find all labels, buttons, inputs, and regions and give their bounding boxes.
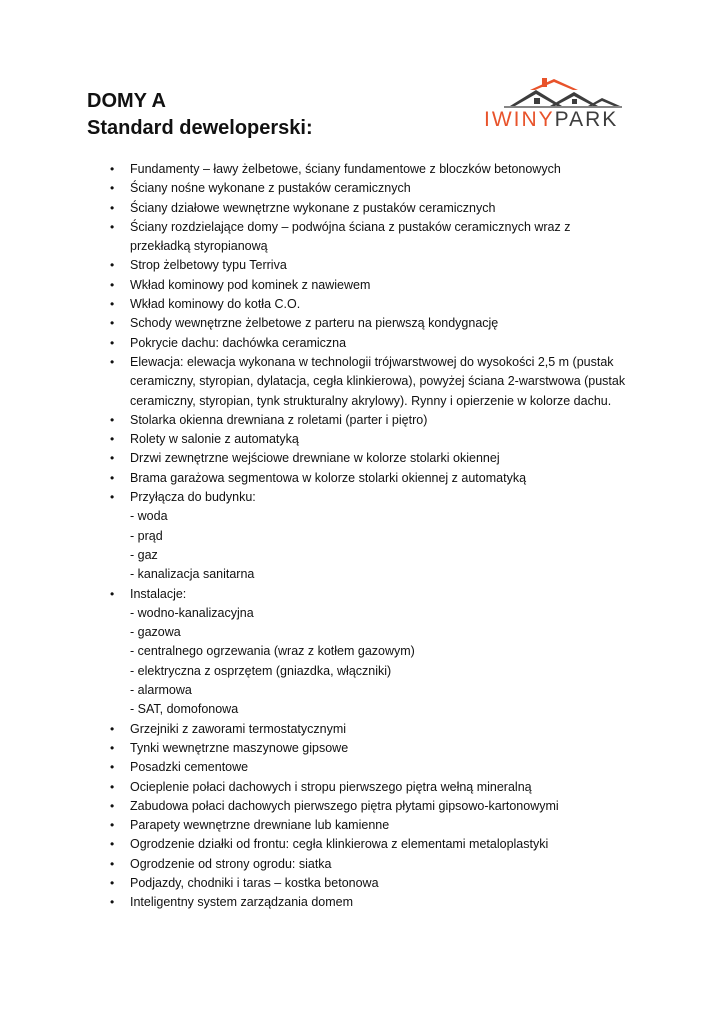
bullet-icon: • [110,798,115,813]
list-item-text: Drzwi zewnętrzne wejściowe drewniane w kolorze stolarki okiennej [130,451,500,466]
logo-wordmark [484,108,636,132]
bullet-icon: • [110,412,115,427]
sub-item: - wodno-kanalizacyjna [130,605,254,620]
list-item-text: Ściany działowe wewnętrzne wykonane z pustaków ceramicznych [130,200,496,215]
title-line-2: Standard deweloperski: [87,117,313,139]
bullet-icon: • [110,470,115,485]
logo-text-park: PARK [554,108,619,131]
list-item-text: Grzejniki z zaworami termostatycznymi [130,721,347,736]
bullet-icon: • [110,181,115,196]
list-item [0,334,630,353]
title-line-1: DOMY A [87,90,166,112]
list-item [0,469,630,488]
bullet-icon: • [110,258,115,273]
list-item [0,218,630,257]
bullet-icon: • [110,818,115,833]
bullet-icon: • [110,779,115,794]
list-item [0,160,630,179]
page-title [87,88,313,142]
list-item-text: Inteligentny system zarządzania domem [130,895,354,910]
list-item [0,199,630,218]
list-item [0,488,630,584]
list-item [0,314,630,333]
list-item-text: Stolarka okienna drewniana z roletami (parter i piętro) [130,412,428,427]
bullet-icon: • [110,432,115,447]
sub-item: - kanalizacja sanitarna [130,567,255,582]
iwinypark-logo [484,76,636,132]
list-item [0,585,630,720]
list-item [0,353,630,411]
standard-items-list [0,160,630,913]
list-item-text: Tynki wewnętrzne maszynowe gipsowe [130,740,349,755]
bullet-icon: • [110,219,115,234]
list-item-text: Instalacje: [130,586,187,601]
bullet-icon: • [110,760,115,775]
list-item-text: Ogrodzenie od strony ogrodu: siatka [130,856,332,871]
bullet-icon: • [110,200,115,215]
list-item [0,835,630,854]
sub-item: - centralnego ogrzewania (wraz z kotłem gazowym) [130,644,415,659]
sub-item: - alarmowa [130,683,192,698]
list-item [0,758,630,777]
bullet-icon: • [110,856,115,871]
list-item [0,797,630,816]
bullet-icon: • [110,335,115,350]
bullet-icon: • [110,451,115,466]
list-item-text: Pokrycie dachu: dachówka ceramiczna [130,335,347,350]
bullet-icon: • [110,586,115,601]
list-item-text: Parapety wewnętrzne drewniane lub kamienne [130,818,390,833]
bullet-icon: • [110,490,115,505]
list-item [0,816,630,835]
list-item [0,855,630,874]
bullet-icon: • [110,316,115,331]
list-item-text: Schody wewnętrzne żelbetowe z parteru na pierwszą kondygnację [130,316,499,331]
sub-item: - SAT, domofonowa [130,702,239,717]
list-item-text: Posadzki cementowe [130,760,249,775]
list-item [0,739,630,758]
list-item-text: Ściany rozdzielające domy – podwójna ściana z pustaków ceramicznych wraz z przekładką styropianową [130,219,571,254]
list-item-text: Ściany nośne wykonane z pustaków ceramicznych [130,181,411,196]
list-item [0,720,630,739]
list-item-text: Fundamenty – ławy żelbetowe, ściany fundamentowe z bloczków betonowych [130,162,561,176]
list-item-text: Wkład kominowy pod kominek z nawiewem [130,277,371,292]
list-item-text: Ogrodzenie działki od frontu: cegła klinkierowa z elementami metaloplastyki [130,837,549,852]
list-item-text: Elewacja: elewacja wykonana w technologii trójwarstwowej do wysokości 2,5 m (pustak ceramiczny, styropian, dylatacja, cegła klinkierowa), powyżej ściana 2-warstwowa (pustak ceramiczny, styropian, tynk strukturalny akrylowy). Rynny i opierzenie w kolorze dachu. [130,354,626,408]
sub-item: - woda [130,509,168,524]
list-item [0,778,630,797]
list-item-text: Przyłącza do budynku: [130,490,256,505]
sub-item: - prąd [130,528,163,543]
list-item [0,411,630,430]
bullet-icon: • [110,875,115,890]
sub-item: - gaz [130,547,158,562]
logo-text-iwiny: IWINY [484,108,555,131]
list-item [0,256,630,275]
bullet-icon: • [110,297,115,312]
list-item [0,430,630,449]
list-item [0,893,630,912]
bullet-icon: • [110,277,115,292]
bullet-icon: • [110,895,115,910]
list-item-text: Zabudowa połaci dachowych pierwszego piętra płytami gipsowo-kartonowymi [130,798,559,813]
list-item-text: Brama garażowa segmentowa w kolorze stolarki okiennej z automatyką [130,470,527,485]
bullet-icon: • [110,740,115,755]
list-item [0,449,630,468]
list-item-text: Podjazdy, chodniki i taras – kostka betonowa [130,875,379,890]
bullet-icon: • [110,354,115,369]
bullet-icon: • [110,837,115,852]
list-item [0,179,630,198]
list-item-text: Wkład kominowy do kotła C.O. [130,297,301,312]
list-item [0,874,630,893]
list-item-text: Rolety w salonie z automatyką [130,432,299,447]
list-item [0,276,630,295]
bullet-icon: • [110,162,115,176]
list-item-text: Ocieplenie połaci dachowych i stropu pierwszego piętra wełną mineralną [130,779,532,794]
sub-item: - gazowa [130,625,181,640]
house-roofs-icon [502,76,622,110]
list-item [0,295,630,314]
list-item-text: Strop żelbetowy typu Terriva [130,258,287,273]
sub-item: - elektryczna z osprzętem (gniazdka, włączniki) [130,663,392,678]
bullet-icon: • [110,721,115,736]
